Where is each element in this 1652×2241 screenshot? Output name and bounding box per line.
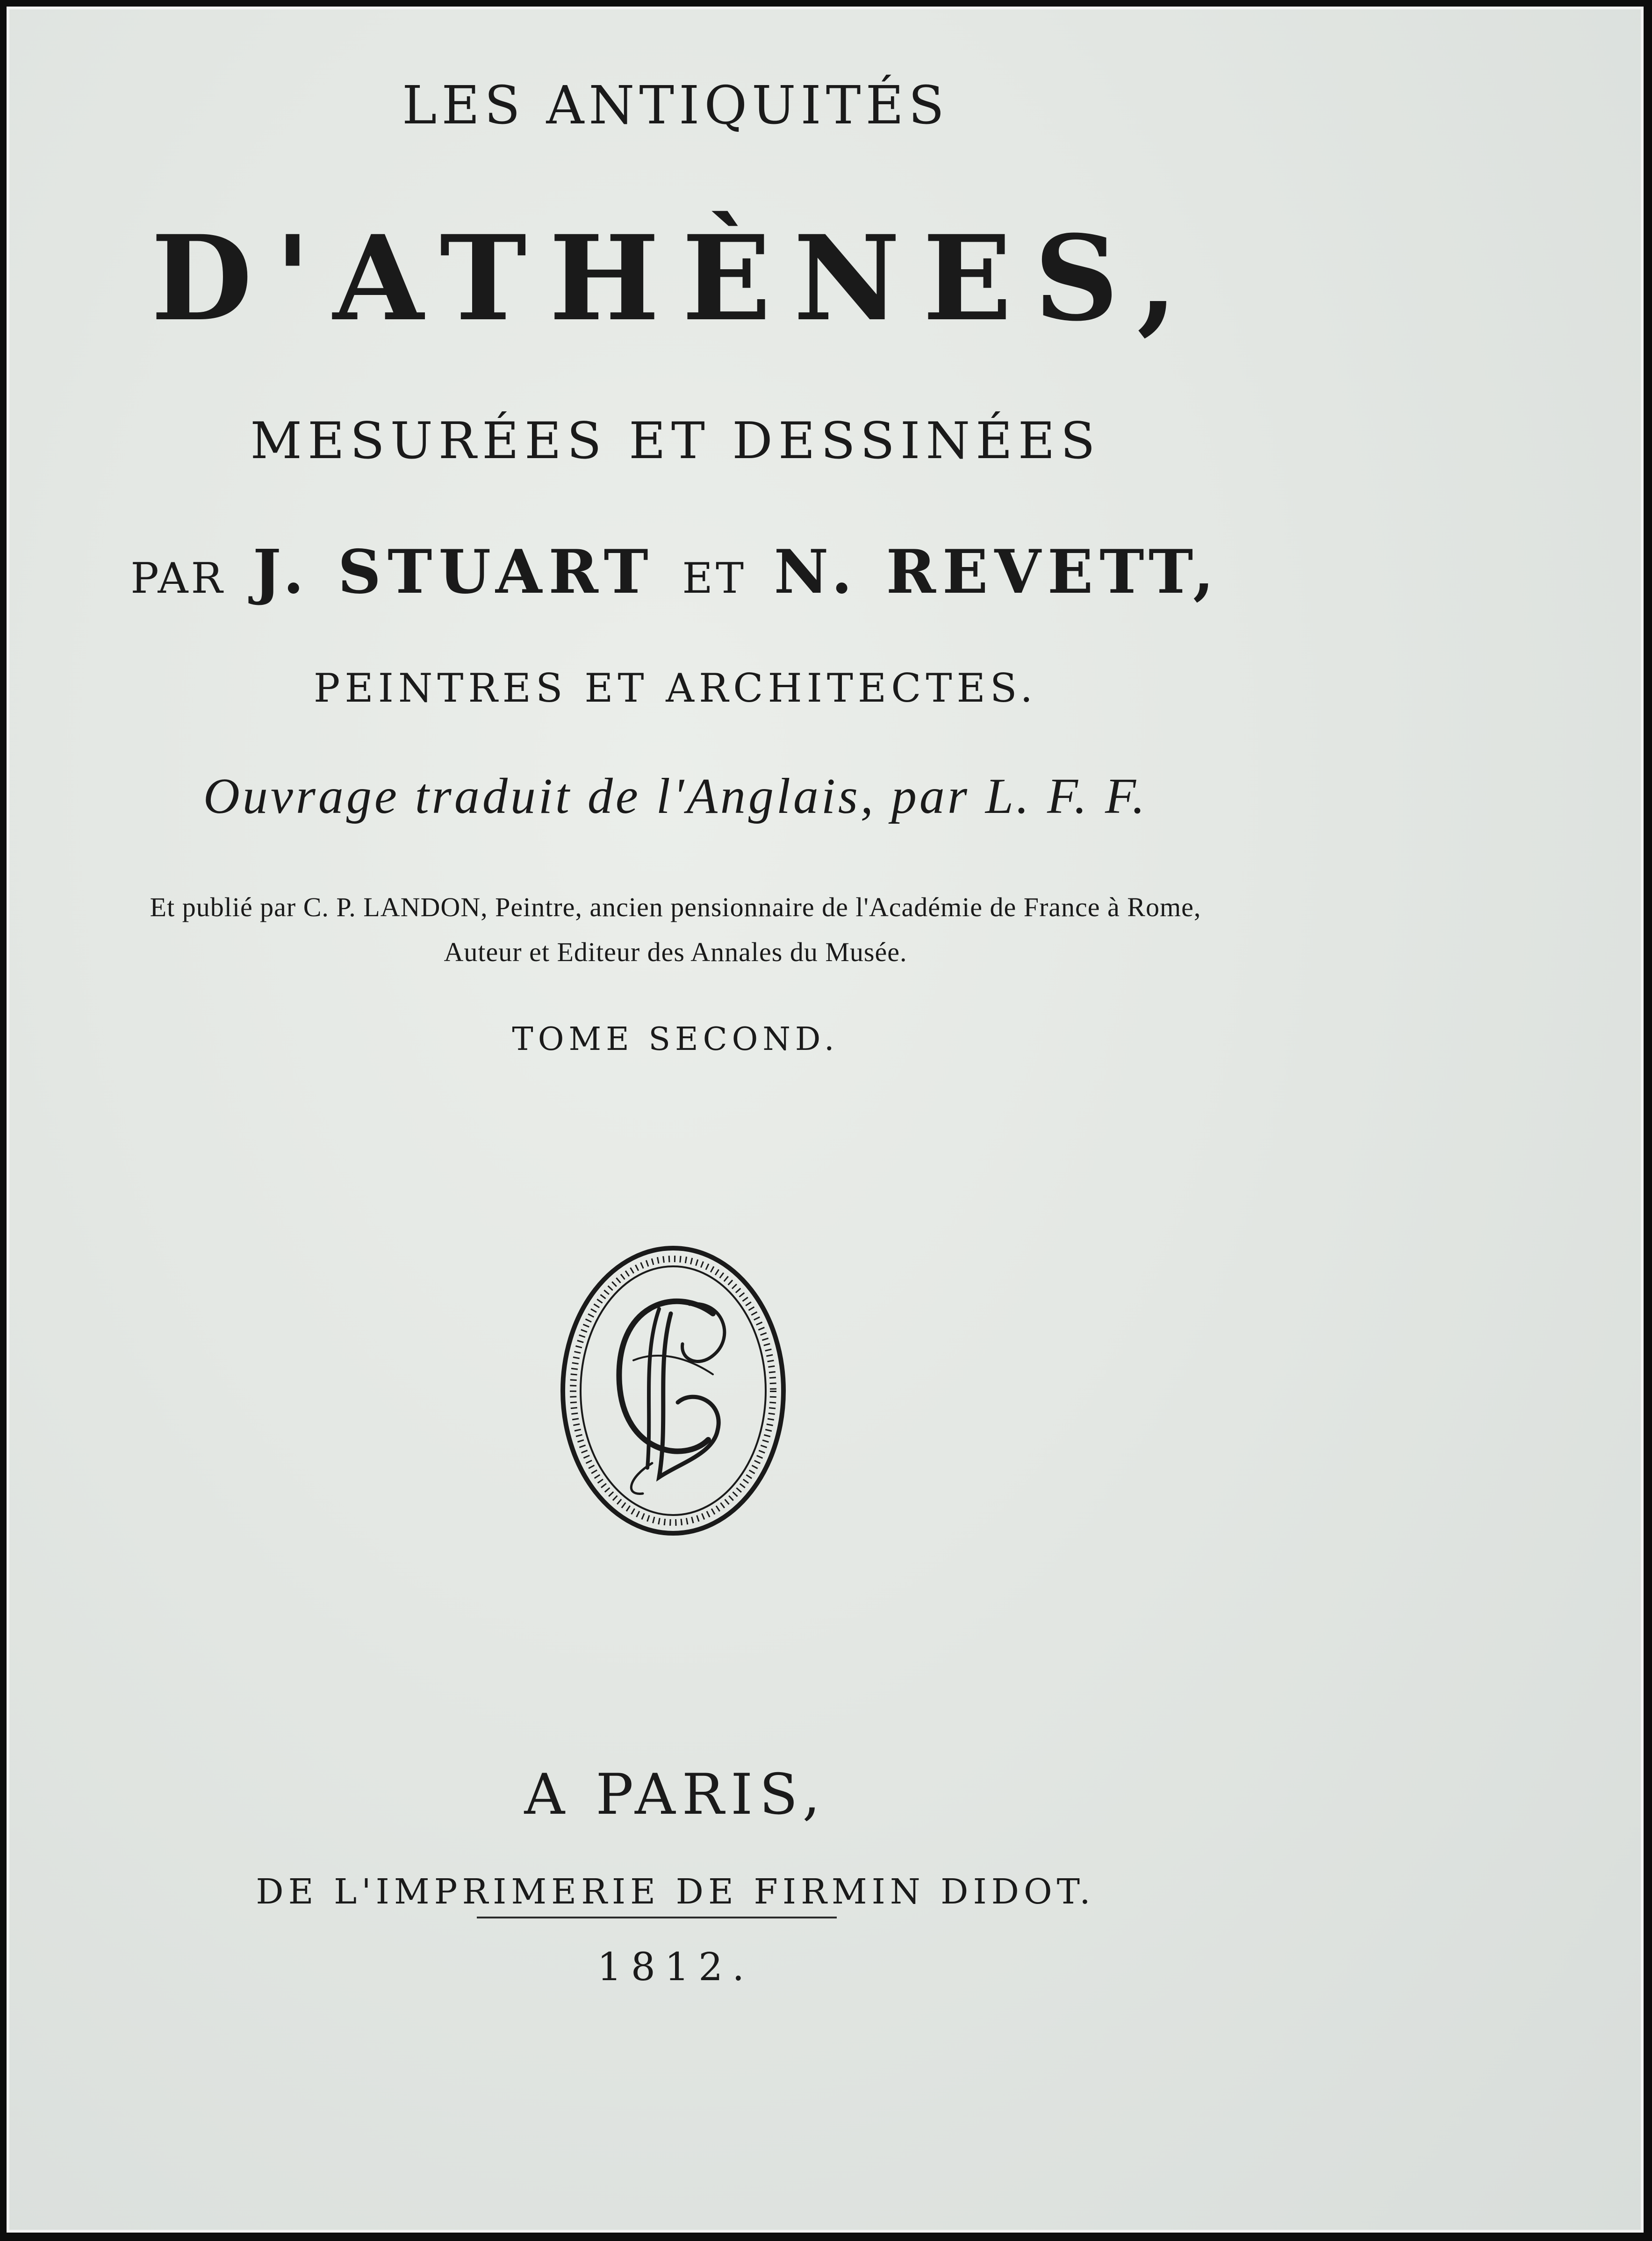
volume-line: TOME SECOND. — [512, 1021, 839, 1058]
printer-line: DE L'IMPRIMERIE DE FIRMIN DIDOT. — [256, 1872, 1095, 1912]
publisher-line-2: Auteur et Editeur des Annales du Musée. — [444, 937, 907, 967]
publisher-line-1: Et publié par C. P. LANDON, Peintre, ancien pensionnaire de l'Académie de France à Rome, — [150, 892, 1201, 922]
subtitle-mesurees: MESURÉES ET DESSINÉES — [250, 412, 1101, 470]
divider-rule — [477, 1917, 837, 1918]
occupation-line: PEINTRES ET ARCHITECTES. — [313, 665, 1038, 711]
title-line-antiquites: LES ANTIQUITÉS — [402, 75, 949, 136]
monogram-seal — [559, 1243, 788, 1538]
translation-line: Ouvrage traduit de l'Anglais, par L. F. F. — [203, 769, 1148, 824]
authors-line — [9, 537, 1342, 607]
par-word: PAR — [130, 554, 226, 603]
year-line: 1812. — [597, 1945, 754, 1990]
title-line-athenes: D'ATHÈNES, — [151, 209, 1200, 347]
author-stuart: J. STUART — [252, 537, 655, 607]
author-revett: N. REVETT, — [774, 537, 1221, 607]
title-page — [7, 7, 1644, 2233]
et-word: ET — [682, 554, 747, 603]
place-line: A PARIS, — [524, 1762, 827, 1827]
